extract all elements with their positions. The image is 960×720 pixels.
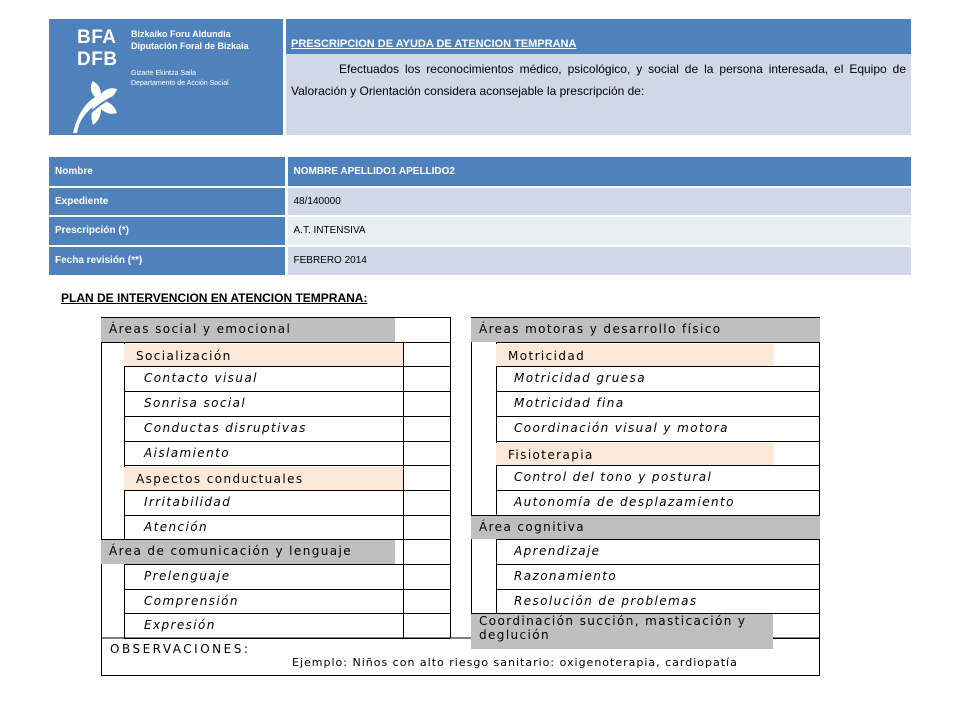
oak-leaf-icon — [65, 75, 135, 135]
logo-line2: Diputación Foral de Bizkaia — [131, 41, 249, 51]
info-value: A.T. INTENSIVA — [286, 216, 911, 246]
intervention-item: Razonamiento — [514, 569, 618, 583]
logo-text — [131, 29, 271, 88]
area-header-line: deglución — [479, 628, 551, 643]
sub-area: Fisioterapia — [496, 443, 774, 466]
intervention-item: Coordinación visual y motora — [514, 420, 729, 435]
intervention-item: Resolución de problemas — [514, 593, 698, 608]
intervention-item: Aprendizaje — [514, 544, 601, 559]
intervention-item: Irritabilidad — [144, 494, 232, 509]
area-header: Áreas motoras y desarrollo físico — [471, 318, 820, 342]
logo-mark-top: BFA — [77, 27, 117, 48]
area-header: Área de comunicación y lenguaje — [101, 540, 395, 564]
intervention-item: Aislamiento — [144, 445, 230, 460]
intervention-item: Motricidad gruesa — [514, 371, 646, 386]
intervention-item: Autonomía de desplazamiento — [514, 494, 735, 509]
info-label: Nombre — [49, 157, 286, 187]
info-row — [49, 157, 911, 187]
intervention-item: Expresión — [144, 618, 216, 633]
document-title: PRESCRIPCION DE AYUDA DE ATENCION TEMPRANA — [286, 19, 911, 54]
info-value: FEBRERO 2014 — [286, 246, 911, 276]
logo-mark-bottom: DFB — [77, 49, 118, 70]
logo-mark — [77, 27, 127, 77]
info-label: Prescripción (*) — [49, 216, 286, 246]
intervention-item: Atención — [144, 519, 208, 534]
area-header: Áreas social y emocional — [101, 318, 395, 342]
logo-block — [49, 19, 283, 135]
info-row — [49, 187, 911, 217]
info-label: Expediente — [49, 187, 286, 217]
observations-example: Ejemplo: Niños con alto riesgo sanitario: oxigenoterapia, cardiopatía — [292, 656, 738, 669]
sub-area: Motricidad — [496, 344, 774, 367]
sub-area: Aspectos conductuales — [124, 467, 403, 490]
plan-title: PLAN DE INTERVENCION EN ATENCION TEMPRANA: — [61, 291, 368, 305]
logo-line3: Gizarte Ekintza Saila — [131, 70, 196, 77]
intervention-item: Conductas disruptivas — [144, 420, 307, 435]
intro-paragraph: Efectuados los reconocimientos médico, psicológico, y social de la persona interesada, el Equipo de Valoración y Orientación considera aconsejable la prescripción de: — [286, 54, 911, 135]
logo-line1: Bizkaiko Foru Aldundia — [131, 29, 231, 39]
observations-row — [101, 638, 820, 676]
info-value: NOMBRE APELLIDO1 APELLIDO2 — [286, 157, 911, 187]
observations-label: OBSERVACIONES: — [110, 642, 251, 656]
info-table — [49, 157, 911, 275]
intervention-item: Comprensión — [144, 593, 239, 608]
logo-line4: Departamento de Acción Social — [131, 80, 229, 87]
intervention-item: Prelenguaje — [144, 569, 231, 583]
intervention-item: Contacto visual — [144, 371, 258, 386]
info-label: Fecha revisión (**) — [49, 246, 286, 276]
info-value: 48/140000 — [286, 187, 911, 217]
area-header: Área cognitiva — [471, 516, 820, 540]
info-row — [49, 216, 911, 246]
info-row — [49, 246, 911, 276]
intervention-item: Motricidad fina — [514, 396, 625, 411]
intervention-item: Sonrisa social — [144, 396, 247, 411]
intervention-grid — [101, 317, 820, 676]
area-header-line: Coordinación succión, masticación y — [479, 614, 747, 629]
intervention-item: Control del tono y postural — [514, 470, 713, 485]
sub-area: Socialización — [124, 344, 403, 367]
